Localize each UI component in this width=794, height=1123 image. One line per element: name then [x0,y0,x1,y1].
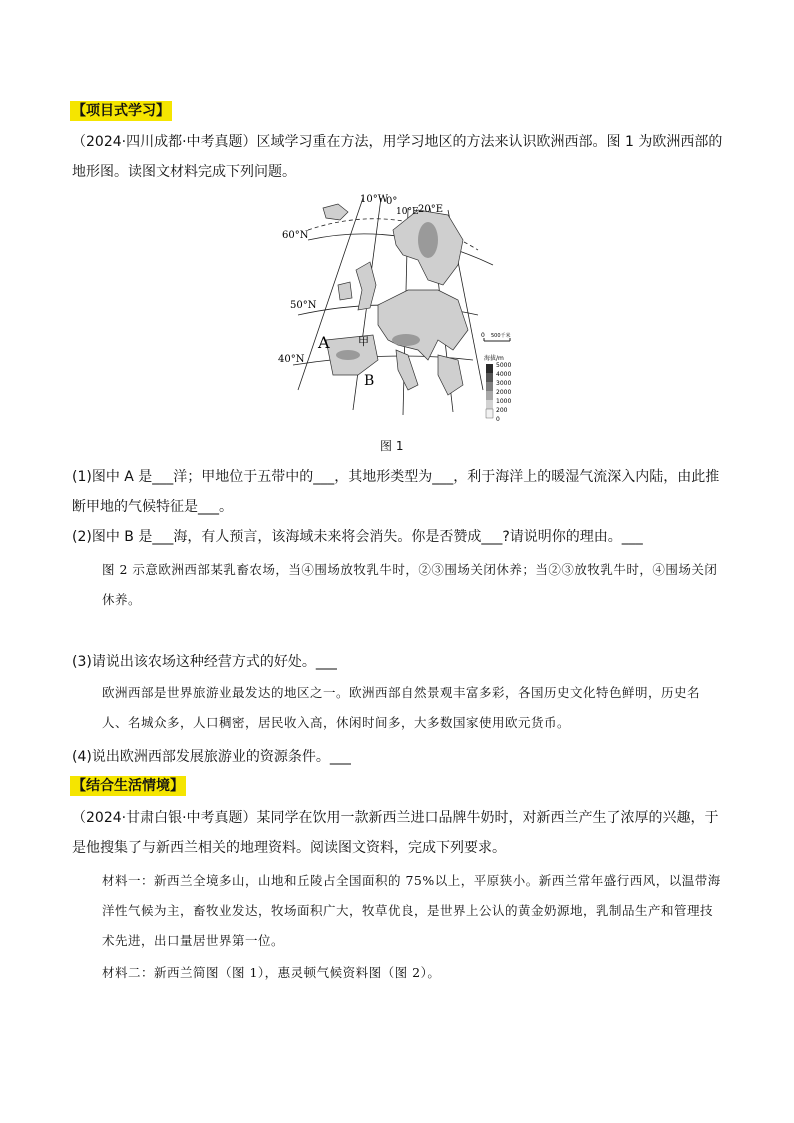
legend-3000: 3000 [496,380,512,387]
legend-2000: 2000 [496,389,512,396]
legend-5000: 5000 [496,362,512,369]
question-4: (4)说出欧洲西部发展旅游业的资源条件。___ [72,749,351,765]
section-tag-project-learning: 【项目式学习】 [72,103,170,119]
europe-topographic-map [278,190,518,428]
map-letter-b: B [364,373,375,389]
map-scale-bar [481,332,511,341]
figure-caption-1: 图 1 [380,439,404,453]
question-3: (3)请说出该农场这种经营方式的好处。___ [72,654,337,670]
lon-label-10w: 10°W [360,194,389,205]
scale-zero: 0 [481,332,485,339]
lat-label-40n: 40°N [278,354,305,365]
material-tourism: 欧洲西部是世界旅游业最发达的地区之一。欧洲西部自然景观丰富多彩，各国历史文化特色鲜明，历史名人、名城众多，人口稠密，居民收入高，休闲时间多，大多数国家使用欧元货币。 [102,685,701,730]
lon-label-0: 0° [386,196,398,207]
lat-label-50n: 50°N [290,300,317,311]
map-letter-jia: 甲 [358,335,369,348]
legend-0: 0 [496,416,500,423]
question-2: (2)图中 B 是___海，有人预言，该海域未来将会消失。你是否赞成___?请说明你的理由。___ [72,529,643,545]
material-one: 材料一：新西兰全境多山，山地和丘陵占全国面积的 75%以上，平原狭小。新西兰常年盛行西风，以温带海洋性气候为主，畜牧业发达，牧场面积广大，牧草优良，是世界上公认的黄金奶源地，乳制品生产和管理技术先进，出口量居世界第一位。 [102,873,721,948]
question-intro-2: （2024·甘肃白银·中考真题）某同学在饮用一款新西兰进口品牌牛奶时，对新西兰产生了浓厚的兴趣，于是他搜集了与新西兰相关的地理资料。阅读图文资料，完成下列要求。 [72,810,719,856]
lon-label-10e: 10°E [396,207,419,217]
question-1: (1)图中 A 是___洋；甲地位于五带中的___，其地形类型为___，利于海洋上的暖湿气流深入内陆，由此推断甲地的气候特征是___。 [72,469,720,515]
lat-label-60n: 60°N [282,230,309,241]
section-tag-life-context: 【结合生活情境】 [72,778,184,794]
map-land [323,204,468,395]
map-letter-a: A [318,333,330,352]
legend-title: 海拔/m [484,355,504,362]
legend-1000: 1000 [496,398,512,405]
lon-label-20e: 20°E [418,204,444,215]
material-farm: 图 2 示意欧洲西部某乳畜农场，当④围场放牧乳牛时，②③围场关闭休养；当②③放牧乳牛时，④围场关闭休养。 [102,562,718,607]
question-intro-1: （2024·四川成都·中考真题）区域学习重在方法，用学习地区的方法来认识欧洲西部。图 1 为欧洲西部的地形图。读图文材料完成下列问题。 [72,134,723,180]
material-two: 材料二：新西兰简图（图 1），惠灵顿气候资料图（图 2）。 [102,965,441,980]
legend-4000: 4000 [496,371,512,378]
legend-200: 200 [496,407,508,414]
scale-label: 500千米 [491,333,511,339]
elevation-legend [484,354,511,423]
